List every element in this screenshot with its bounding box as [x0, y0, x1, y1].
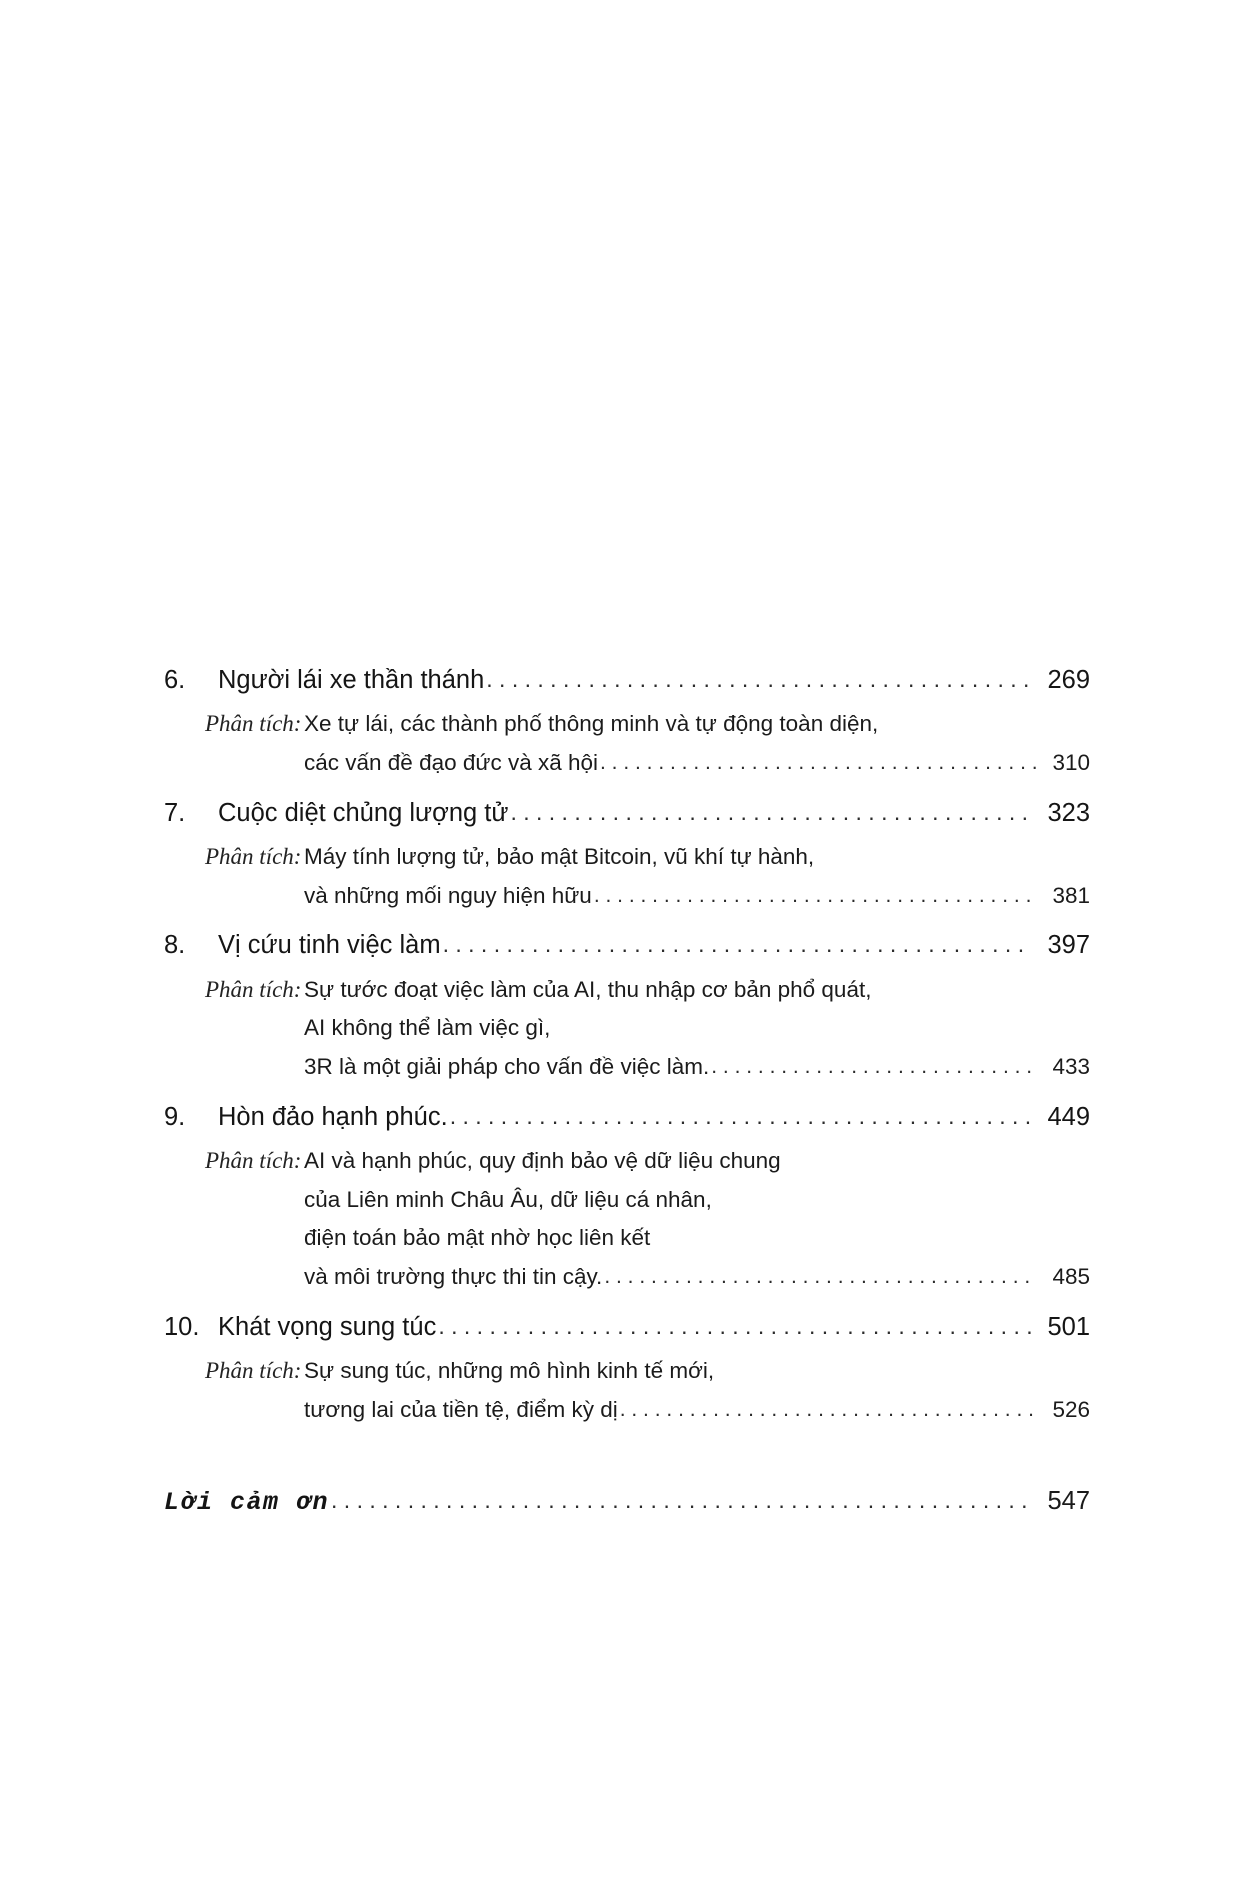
page-number: 526: [1052, 1396, 1090, 1422]
chapter-line[interactable]: [160, 1307, 1090, 1348]
dot-leader: [443, 926, 1032, 963]
analysis-text: và môi trường thực thi tin cậy.: [304, 1264, 603, 1290]
backmatter-title: Lời cảm ơn: [164, 1488, 330, 1518]
page-number: 433: [1052, 1054, 1090, 1080]
backmatter-entry[interactable]: [160, 1487, 1090, 1517]
analysis-line: [160, 1181, 1090, 1220]
dot-leader: [711, 1049, 1036, 1085]
analysis-text: các vấn đề đạo đức và xã hội: [304, 749, 598, 775]
analysis-line: [160, 1048, 1090, 1087]
page-number: 381: [1052, 882, 1090, 908]
chapter-number: 6.: [164, 666, 186, 694]
dot-leader: [604, 1259, 1036, 1295]
analysis-block: [160, 837, 1090, 915]
chapter-number: 9.: [164, 1102, 186, 1131]
analysis-text: 3R là một giải pháp cho vấn đề việc làm.: [304, 1054, 710, 1080]
analysis-line: [160, 1391, 1090, 1430]
chapter-title: Cuộc diệt chủng lượng tử: [218, 798, 509, 827]
chapter-line[interactable]: [160, 660, 1090, 701]
analysis-line: [160, 877, 1090, 916]
chapter-title: Khát vọng sung túc: [218, 1312, 437, 1341]
backmatter-section: [160, 1487, 1090, 1517]
chapter-number: 8.: [164, 931, 186, 960]
toc-entry[interactable]: [160, 1307, 1090, 1430]
chapter-title: Người lái xe thần thánh: [218, 666, 485, 694]
page-number: 547: [1047, 1487, 1090, 1516]
dot-leader: [594, 878, 1036, 914]
analysis-line: [160, 704, 1090, 744]
dot-leader: [486, 661, 1032, 698]
page-number: 323: [1047, 798, 1090, 827]
analysis-line: [160, 1141, 1090, 1181]
analysis-line: [160, 1351, 1090, 1391]
chapter-number: 10.: [164, 1312, 200, 1341]
chapter-line[interactable]: [160, 1097, 1090, 1138]
analysis-label: Phân tích:: [205, 843, 302, 869]
chapter-title: Vị cứu tinh việc làm: [218, 931, 441, 960]
chapter-title: Hòn đảo hạnh phúc.: [218, 1102, 448, 1131]
analysis-line: [160, 744, 1090, 783]
table-of-contents: [160, 660, 1090, 1517]
analysis-block: [160, 1141, 1090, 1297]
toc-entry[interactable]: [160, 793, 1090, 916]
analysis-text: Sự sung túc, những mô hình kinh tế mới,: [304, 1358, 715, 1384]
analysis-text: AI và hạnh phúc, quy định bảo vệ dữ liệu chung: [304, 1148, 781, 1173]
dot-leader: [600, 745, 1036, 781]
page-number: 310: [1052, 749, 1090, 775]
dot-leader: [450, 1098, 1032, 1135]
page-number: 449: [1047, 1102, 1090, 1131]
analysis-line: [160, 970, 1090, 1010]
analysis-block: [160, 704, 1090, 782]
dot-leader: [438, 1308, 1032, 1345]
chapter-number: 7.: [164, 798, 186, 827]
analysis-text: Xe tự lái, các thành phố thông minh và tự động toàn diện,: [304, 711, 879, 737]
chapter-line[interactable]: [160, 925, 1090, 966]
page-number: 269: [1047, 666, 1090, 694]
toc-entry[interactable]: [160, 660, 1090, 783]
analysis-text: Máy tính lượng tử, bảo mật Bitcoin, vũ khí tự hành,: [304, 843, 815, 869]
analysis-text: của Liên minh Châu Âu, dữ liệu cá nhân,: [304, 1186, 712, 1212]
analysis-text: và những mối nguy hiện hữu: [304, 882, 592, 908]
dot-leader: [510, 794, 1032, 831]
analysis-label: Phân tích:: [205, 1358, 302, 1384]
analysis-label: Phân tích:: [205, 711, 302, 737]
analysis-label: Phân tích:: [205, 976, 302, 1002]
analysis-line: [160, 1258, 1090, 1297]
analysis-line: [160, 837, 1090, 877]
analysis-block: [160, 1351, 1090, 1429]
page-number: 501: [1047, 1312, 1090, 1341]
chapter-line[interactable]: [160, 793, 1090, 834]
analysis-line: [160, 1219, 1090, 1258]
dot-leader: [620, 1392, 1036, 1428]
page-number: 397: [1047, 931, 1090, 960]
analysis-text: điện toán bảo mật nhờ học liên kết: [304, 1225, 651, 1251]
page-number: 485: [1052, 1264, 1090, 1290]
analysis-block: [160, 970, 1090, 1087]
toc-entry[interactable]: [160, 1097, 1090, 1297]
dot-leader: [331, 1487, 1032, 1514]
analysis-line: [160, 1009, 1090, 1048]
analysis-label: Phân tích:: [205, 1148, 302, 1173]
toc-entry[interactable]: [160, 925, 1090, 1086]
analysis-text: tương lai của tiền tệ, điểm kỳ dị: [304, 1396, 618, 1422]
analysis-text: AI không thể làm việc gì,: [304, 1015, 551, 1041]
analysis-text: Sự tước đoạt việc làm của AI, thu nhập cơ bản phổ quát,: [304, 976, 872, 1002]
